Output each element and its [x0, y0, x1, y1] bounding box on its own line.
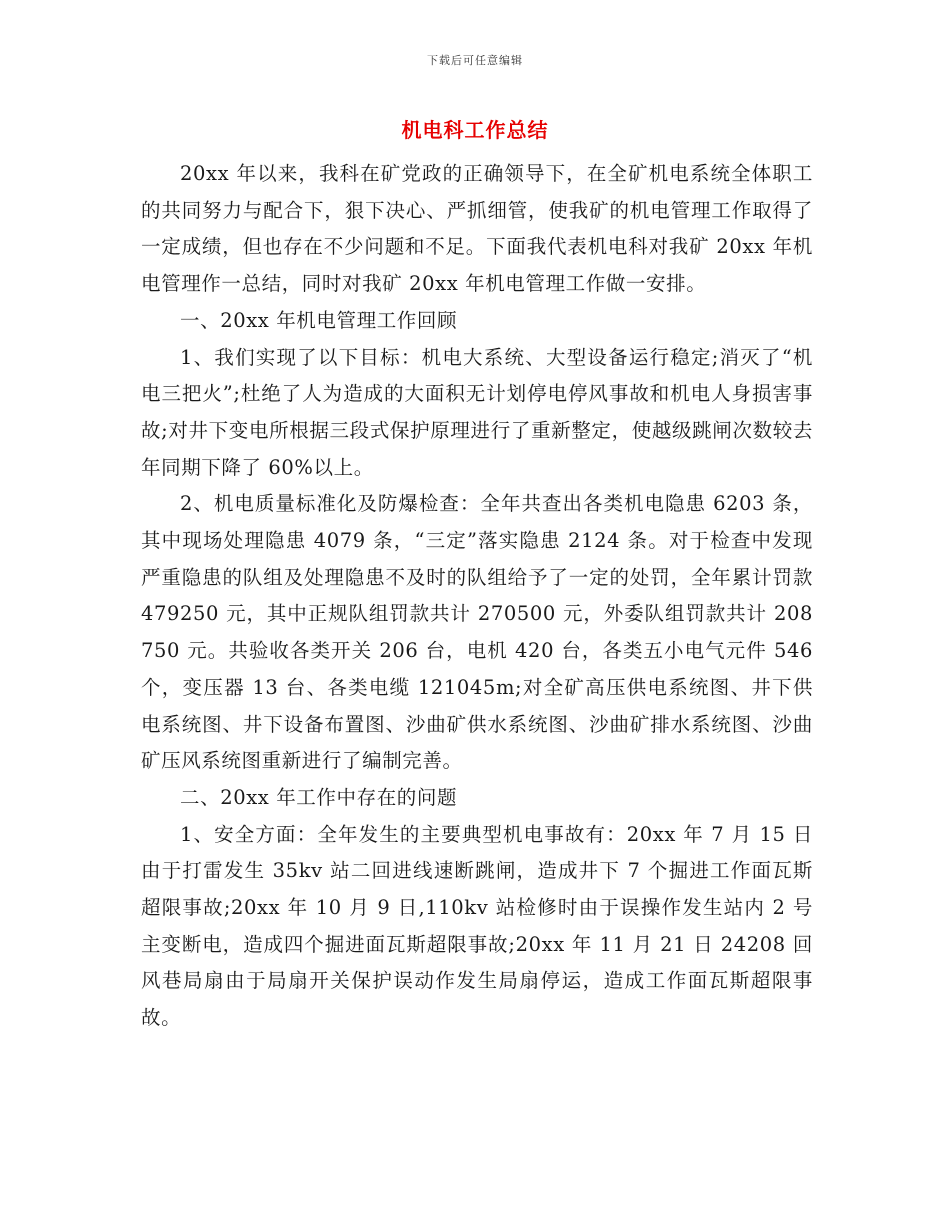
problems-item-1: 1、安全方面：全年发生的主要典型机电事故有：20xx 年 7 月 15 日由于打雷发生 35kv 站二回进线速断跳闸，造成井下 7 个掘进工作面瓦斯超限事故;20xx 年 10 月 9 日,110kv 站检修时由于误操作发生站内 2 号主变断电，造成四个掘进面瓦斯超限事故;20xx 年 11 月 21 日 24208 回风巷局扇由于局扇开关保护误动作发生局扇停运，造成工作面瓦斯超限事故。 — [141, 822, 813, 1030]
document-body — [141, 156, 813, 1037]
section-heading-problems: 二、20xx 年工作中存在的问题 — [180, 785, 458, 809]
document-title: 机电科工作总结 — [401, 118, 549, 142]
review-item-1: 1、我们实现了以下目标：机电大系统、大型设备运行稳定;消灭了“机电三把火”;杜绝了人为造成的大面积无计划停电停风事故和机电人身损害事故;对井下变电所根据三段式保护原理进行了重新整定，使越级跳闸次数较去年同期下降了 60%以上。 — [141, 345, 813, 479]
intro-paragraph: 20xx 年以来，我科在矿党政的正确领导下，在全矿机电系统全体职工的共同努力与配合下，狠下决心、严抓细管，使我矿的机电管理工作取得了一定成绩，但也存在不少问题和不足。下面我代表机电科对我矿 20xx 年机电管理作一总结，同时对我矿 20xx 年机电管理工作做一安排。 — [141, 162, 813, 296]
header-note: 下载后可任意编辑 — [427, 54, 523, 67]
review-item-2: 2、机电质量标准化及防爆检查：全年共查出各类机电隐患 6203 条，其中现场处理隐患 4079 条，“三定”落实隐患 2124 条。对于检查中发现严重隐患的队组及处理隐患不及时的队组给予了一定的处罚，全年累计罚款 479250 元，其中正规队组罚款共计 270500 元，外委队组罚款共计 208750 元。共验收各类开关 206 台，电机 420 台，各类五小电气元件 546 个，变压器 13 台、各类电缆 121045m;对全矿高压供电系统图、井下供电系统图、井下设备布置图、沙曲矿供水系统图、沙曲矿排水系统图、沙曲矿压风系统图重新进行了编制完善。 — [141, 492, 813, 773]
section-heading-review: 一、20xx 年机电管理工作回顾 — [180, 308, 458, 332]
